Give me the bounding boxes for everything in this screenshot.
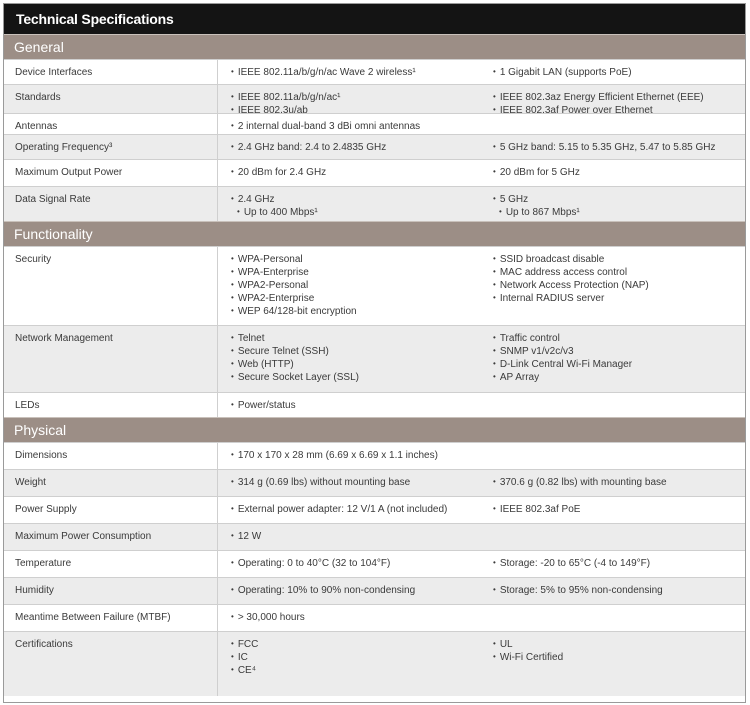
row-value-c2	[480, 393, 745, 417]
list-item: • Storage: 5% to 95% non-condensing	[493, 584, 745, 597]
table-row	[4, 631, 745, 696]
table-row	[4, 246, 745, 325]
row-label: Certifications	[4, 632, 218, 696]
row-value-c2	[480, 443, 745, 469]
row-value-c1	[218, 497, 480, 523]
table-row	[4, 134, 745, 159]
list-item: • 12 W	[231, 530, 480, 543]
row-label: Network Management	[4, 326, 218, 392]
table-row	[4, 604, 745, 631]
list-item: • Network Access Protection (NAP)	[493, 279, 745, 292]
row-value-c2	[480, 497, 745, 523]
row-value-c1	[218, 60, 480, 84]
row-label: Meantime Between Failure (MTBF)	[4, 605, 218, 631]
list-item: • 5 GHz band: 5.15 to 5.35 GHz, 5.47 to 5.85 GHz	[493, 141, 745, 154]
row-value-c2	[480, 551, 745, 577]
list-item: • Operating: 10% to 90% non-condensing	[231, 584, 480, 597]
spec-sheet	[3, 3, 746, 703]
section-header-physical: Physical	[4, 417, 745, 442]
section-header-functionality: Functionality	[4, 221, 745, 246]
list-item: • Wi-Fi Certified	[493, 651, 745, 664]
row-label: Security	[4, 247, 218, 325]
row-label: Weight	[4, 470, 218, 496]
list-item: • 2.4 GHz	[231, 193, 480, 206]
row-value-c2	[480, 578, 745, 604]
row-value-c2	[480, 114, 745, 134]
section-header-general: General	[4, 34, 745, 59]
row-value-c2	[480, 632, 745, 696]
row-value-c1	[218, 470, 480, 496]
table-row	[4, 325, 745, 392]
list-item: • 20 dBm for 5 GHz	[493, 166, 745, 179]
row-value-c2	[480, 60, 745, 84]
row-label: Humidity	[4, 578, 218, 604]
list-item: • 314 g (0.69 lbs) without mounting base	[231, 476, 480, 489]
row-label: Maximum Power Consumption	[4, 524, 218, 550]
table-row	[4, 577, 745, 604]
row-value-c1	[218, 551, 480, 577]
row-value-c1	[218, 632, 480, 696]
table-row	[4, 550, 745, 577]
row-label: Maximum Output Power	[4, 160, 218, 186]
table-row	[4, 59, 745, 84]
list-item: • SNMP v1/v2c/v3	[493, 345, 745, 358]
list-item: • MAC address access control	[493, 266, 745, 279]
row-value-c2	[480, 470, 745, 496]
row-value-c2	[480, 326, 745, 392]
list-item: • Secure Socket Layer (SSL)	[231, 371, 480, 384]
row-value-c2	[480, 160, 745, 186]
list-item: • IEEE 802.3u/ab	[231, 104, 480, 117]
row-label: Dimensions	[4, 443, 218, 469]
row-value-c2	[480, 135, 745, 159]
list-item: • Operating: 0 to 40°C (32 to 104°F)	[231, 557, 480, 570]
row-value-c1	[218, 443, 480, 469]
list-item: • IEEE 802.3af Power over Ethernet	[493, 104, 745, 117]
table-row	[4, 469, 745, 496]
row-label: LEDs	[4, 393, 218, 417]
table-row	[4, 186, 745, 221]
list-item: • 2.4 GHz band: 2.4 to 2.4835 GHz	[231, 141, 480, 154]
row-value-c1	[218, 524, 480, 550]
list-item: • IEEE 802.11a/b/g/n/ac¹	[231, 91, 480, 104]
row-value-c1	[218, 393, 480, 417]
list-item: • IEEE 802.11a/b/g/n/ac Wave 2 wireless¹	[231, 66, 480, 79]
row-value-c2	[480, 605, 745, 631]
list-item: • Secure Telnet (SSH)	[231, 345, 480, 358]
row-value-c1	[218, 135, 480, 159]
list-item: • 170 x 170 x 28 mm (6.69 x 6.69 x 1.1 inches)	[231, 449, 480, 462]
list-item: • Storage: -20 to 65°C (-4 to 149°F)	[493, 557, 745, 570]
list-item: • > 30,000 hours	[231, 611, 480, 624]
list-item: • 2 internal dual-band 3 dBi omni antennas	[231, 120, 480, 133]
row-value-c1	[218, 247, 480, 325]
table-row	[4, 84, 745, 116]
list-item: • 5 GHz	[493, 193, 745, 206]
row-value-c1	[218, 85, 480, 116]
table-row	[4, 523, 745, 550]
row-value-c2	[480, 85, 745, 116]
row-value-c2	[480, 187, 745, 221]
row-label: Power Supply	[4, 497, 218, 523]
list-item: • D-Link Central Wi-Fi Manager	[493, 358, 745, 371]
list-item: • IC	[231, 651, 480, 664]
list-item: • Up to 867 Mbps¹	[493, 206, 745, 219]
list-item: • UL	[493, 638, 745, 651]
table-row	[4, 392, 745, 417]
row-label: Operating Frequency³	[4, 135, 218, 159]
spec-table	[4, 34, 745, 696]
row-value-c2	[480, 524, 745, 550]
list-item: • WPA-Enterprise	[231, 266, 480, 279]
list-item: • IEEE 802.3af PoE	[493, 503, 745, 516]
list-item: • WPA2-Enterprise	[231, 292, 480, 305]
list-item: • 20 dBm for 2.4 GHz	[231, 166, 480, 179]
list-item: • Telnet	[231, 332, 480, 345]
list-item: • CE⁴	[231, 664, 480, 677]
row-label: Temperature	[4, 551, 218, 577]
row-value-c1	[218, 160, 480, 186]
list-item: • WPA2-Personal	[231, 279, 480, 292]
row-value-c1	[218, 578, 480, 604]
row-value-c1	[218, 605, 480, 631]
table-row	[4, 113, 745, 134]
list-item: • Power/status	[231, 399, 480, 412]
list-item: • SSID broadcast disable	[493, 253, 745, 266]
row-value-c1	[218, 326, 480, 392]
row-label: Standards	[4, 85, 218, 113]
list-item: • 370.6 g (0.82 lbs) with mounting base	[493, 476, 745, 489]
list-item: • Internal RADIUS server	[493, 292, 745, 305]
row-label: Data Signal Rate	[4, 187, 218, 221]
list-item: • IEEE 802.3az Energy Efficient Ethernet (EEE)	[493, 91, 745, 104]
list-item: • Web (HTTP)	[231, 358, 480, 371]
list-item: • FCC	[231, 638, 480, 651]
row-value-c1	[218, 187, 480, 221]
row-label: Device Interfaces	[4, 60, 218, 84]
list-item: • WEP 64/128-bit encryption	[231, 305, 480, 318]
list-item: • Up to 400 Mbps¹	[231, 206, 480, 219]
row-value-c1	[218, 114, 480, 134]
list-item: • External power adapter: 12 V/1 A (not included)	[231, 503, 480, 516]
list-item: • Traffic control	[493, 332, 745, 345]
row-value-c2	[480, 247, 745, 325]
page-title: Technical Specifications	[4, 4, 745, 34]
table-row	[4, 442, 745, 469]
list-item: • WPA-Personal	[231, 253, 480, 266]
row-label: Antennas	[4, 114, 218, 134]
list-item: • 1 Gigabit LAN (supports PoE)	[493, 66, 745, 79]
table-row	[4, 159, 745, 186]
list-item: • AP Array	[493, 371, 745, 384]
table-row	[4, 496, 745, 523]
